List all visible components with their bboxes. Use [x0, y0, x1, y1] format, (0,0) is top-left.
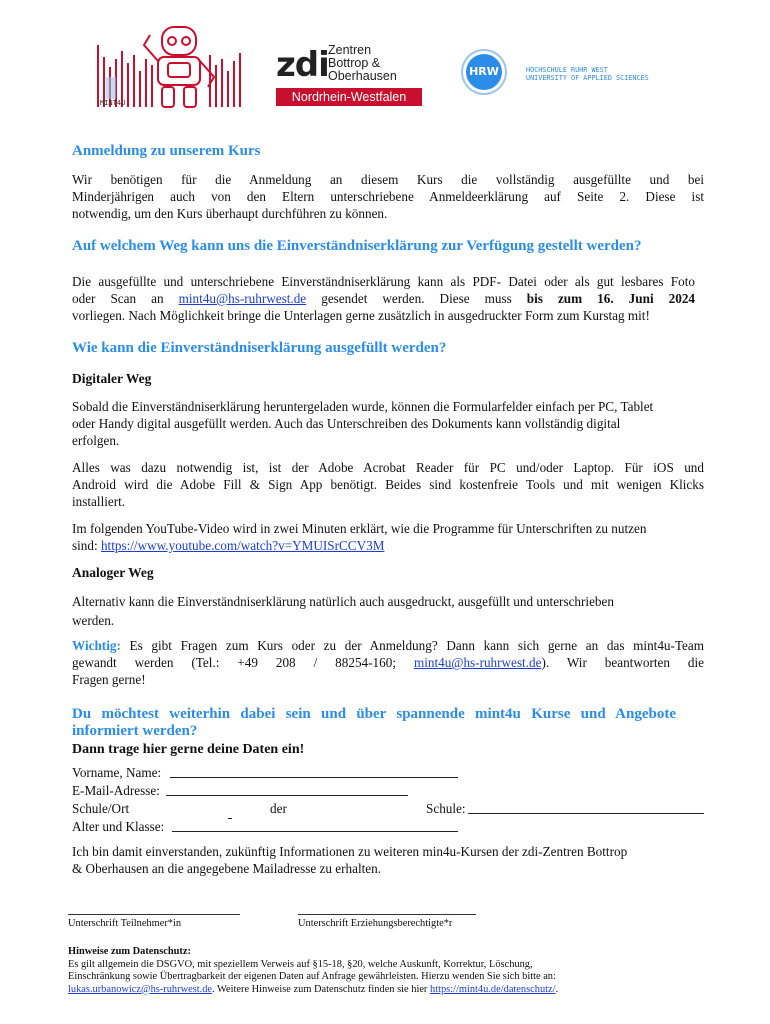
zdi-mark: zdi	[276, 45, 329, 85]
acrobat-text: Alles was dazu notwendig ist, ist der Adobe Acrobat Reader für PC und/oder Laptop. Für iOS und Android wird die Adobe Fill & Sign App benötigt. Beides sind kostenfreie Tools und mit wenigen Klicks installiert.	[72, 460, 704, 509]
signature-line-participant[interactable]	[68, 914, 240, 915]
youtube-link[interactable]: https://www.youtube.com/watch?v=YMUISrCCV3M	[100, 538, 385, 553]
deadline: bis zum 16. Juni 2024	[526, 291, 696, 306]
youtube-text: Im folgenden YouTube-Video wird in zwei Minuten erklärt, wie die Programme für Unterschriften zu nutzen sind: https://www.youtube.com/watch?v=YMUISrCCV3M	[72, 521, 647, 553]
section-title-submission: Auf welchem Weg kann uns die Einverständniserklärung zur Verfügung gestellt werden?	[72, 238, 642, 254]
analog-way-title: Analoger Weg	[72, 565, 154, 580]
zdi-band: Nordrhein-Westfalen	[276, 88, 422, 106]
privacy-email-link[interactable]: lukas.urbanowicz@hs-ruhrwest.de	[68, 983, 213, 995]
signature-line-guardian[interactable]	[298, 914, 476, 915]
privacy-url-link[interactable]: https://mint4u.de/datenschutz/	[430, 983, 556, 995]
hrw-logo	[464, 52, 714, 98]
name-field[interactable]	[170, 777, 458, 778]
consent-text: Ich bin damit einverstanden, zukünftig Informationen zu weiteren min4u-Kursen der zdi-Zentren Bottrop & Oberhausen an die angegebene Mailadresse zu erhalten.	[72, 844, 628, 876]
digital-way-text: Sobald die Einverständniserklärung heruntergeladen wurde, können die Formularfelder einfach per PC, Tablet oder Handy digital ausgefüllt werden. Auch das Unterschreiben des Dokuments kann vollständig digital erfolgen.	[72, 399, 654, 448]
form-email: E-Mail-Adresse:	[72, 783, 160, 798]
form-schule: Schule:	[426, 801, 466, 816]
section-title-registration: Anmeldung zu unserem Kurs	[72, 143, 261, 159]
section-title-newsletter: Du möchtest weiterhin dabei sein und über spannende mint4u Kurse und Angebote informiert werden?	[72, 706, 676, 739]
registration-text: Wir benötigen für die Anmeldung an diesem Kurs die vollständig ausgefüllte und bei Minderjährigen auch von den Eltern unterschriebene Anmeldeerklärung auf Seite 2. Diese ist notwendig, um den Kurs überhaupt durchführen zu können.	[72, 172, 704, 221]
form-name: Vorname, Name:	[72, 765, 162, 780]
submission-text: Die ausgefüllte und unterschriebene Einverständniserklärung kann als PDF- Datei oder als gut lesbares Foto oder Scan an mint4u@hs-ruhrwest.de gesendet werden. Diese muss bis zum 16. Juni 2024 vorliegen. Nach Möglichkeit bringe die Unterlagen gerne zusätzlich in ausgedruckter Form zum Kurstag mit!	[72, 274, 696, 323]
zdi-line-3: Oberhausen	[328, 69, 397, 83]
important-label: Wichtig:	[72, 638, 121, 653]
zdi-line-1: Zentren	[328, 43, 372, 57]
digital-way-title: Digitaler Weg	[72, 371, 152, 386]
hrw-line-2: UNIVERSITY OF APPLIED SCIENCES	[526, 74, 649, 82]
signature-participant-label: Unterschrift Teilnehmer*in	[68, 918, 182, 929]
analog-way-text: Alternativ kann die Einverständniserklärung natürlich auch ausgedruckt, ausgefüllt und unterschrieben werden.	[72, 594, 614, 628]
signature-guardian-label: Unterschrift Erziehungsberechtigte*r	[298, 918, 453, 929]
age-field[interactable]	[172, 831, 458, 832]
mint4u-label: MINT4U	[100, 99, 126, 107]
privacy-title: Hinweise zum Datenschutz:	[68, 946, 191, 957]
hrw-line-1: HOCHSCHULE RUHR WEST	[526, 66, 608, 74]
hrw-mark: HRW	[469, 65, 499, 78]
email-link[interactable]: mint4u@hs-ruhrwest.de	[178, 291, 307, 306]
email-field[interactable]	[166, 795, 408, 796]
team-email-link[interactable]: mint4u@hs-ruhrwest.de	[413, 655, 542, 670]
newsletter-subtitle: Dann trage hier gerne deine Daten ein!	[72, 742, 305, 757]
school-dash	[228, 818, 232, 819]
form-der: der	[270, 801, 287, 816]
form-school-label: Schule/Ort	[72, 801, 130, 816]
privacy-notice: Hinweise zum Datenschutz: Es gilt allgemein die DSGVO, mit speziellem Verweis auf §15-18, §20, welche Auskunft, Korrektur, Löschung, Einschränkung sowie Übertragbarkeit der eigenen Daten auf Anfrage gewährleisten. Hierzu wenden Sie sich bitte an: lukas.urbanowicz@hs-ruhrwest.de. Weitere Hinweise zum Datenschutz finden sie hier https://mint4u.de/datenschutz/.	[68, 946, 708, 996]
mint4u-logo	[92, 15, 252, 113]
important-note: Wichtig: Es gibt Fragen zum Kurs oder zu der Anmeldung? Dann kann sich gerne an das mint4u-Team gewandt werden (Tel.: +49 208 / 88254-160; mint4u@hs-ruhrwest.de). Wir beantworten die Fragen gerne!	[72, 638, 705, 687]
school-field[interactable]	[468, 813, 704, 814]
zdi-logo	[276, 42, 422, 108]
zdi-line-2: Bottrop &	[328, 56, 381, 70]
section-title-how-to-fill: Wie kann die Einverständniserklärung ausgefüllt werden?	[72, 340, 447, 356]
form-age: Alter und Klasse:	[72, 819, 165, 834]
